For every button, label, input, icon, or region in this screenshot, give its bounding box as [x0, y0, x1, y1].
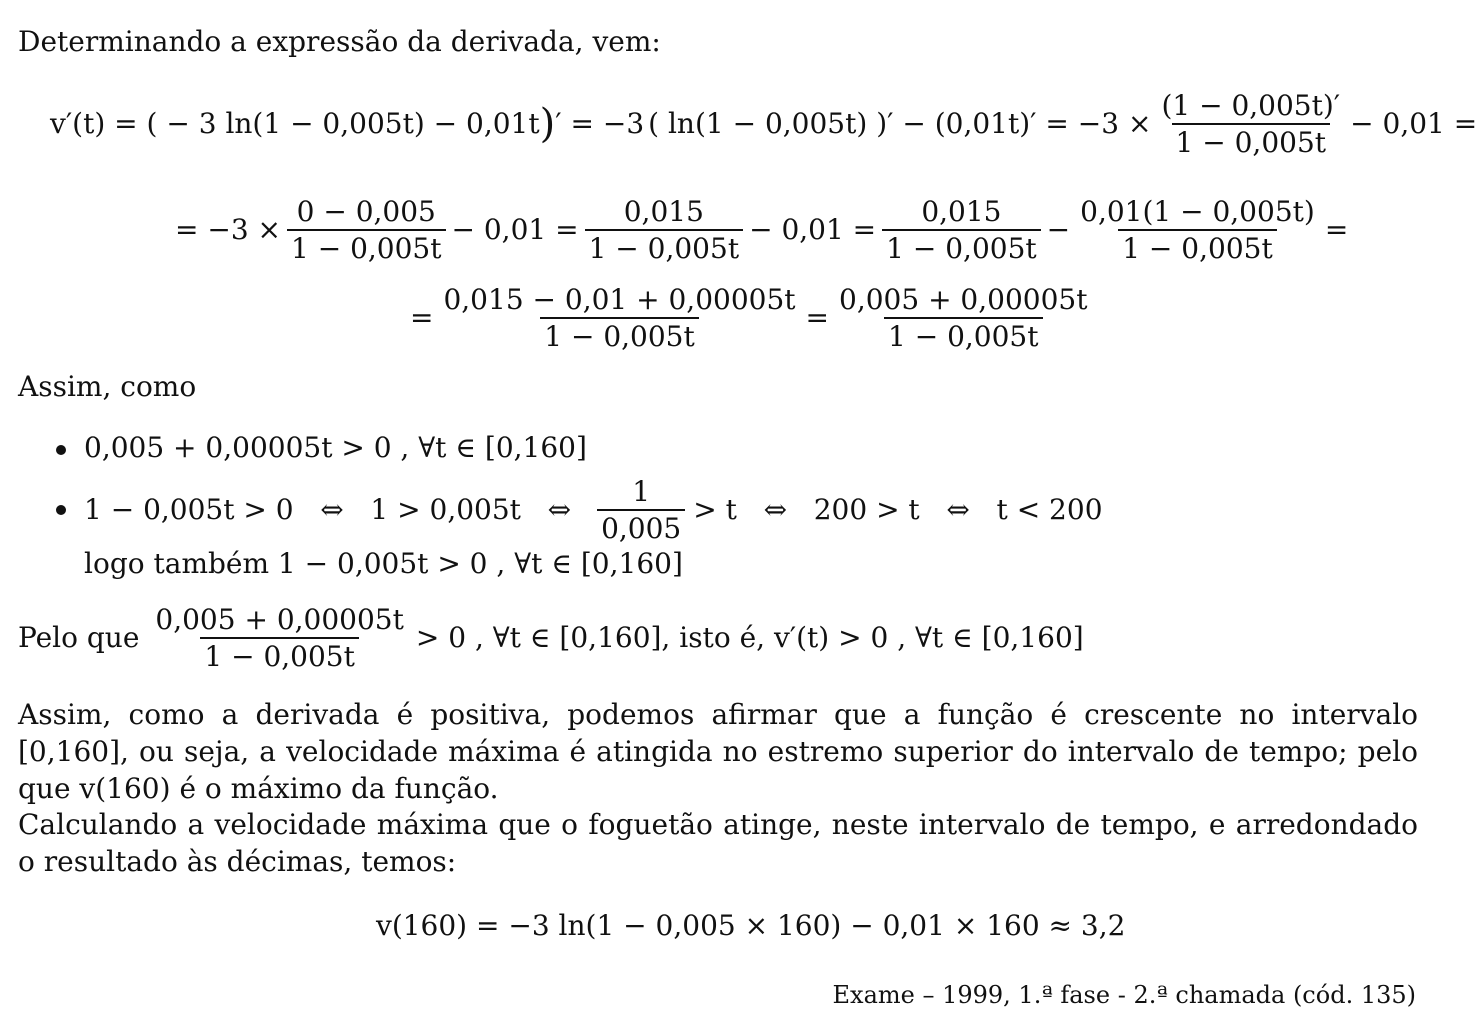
eq1-part-c: ( ln(1 − 0,005t) )′ − (0,01t)′ = −3 ×: [648, 107, 1152, 140]
eq2-f1-num: 0 − 0,005: [296, 194, 436, 228]
equation-3: [410, 282, 1097, 353]
eq3-f1-den: 1 − 0,005t: [540, 317, 699, 351]
eq3-f2-num: 0,005 + 0,00005t: [839, 282, 1088, 316]
paragraph-calculation: Calculando a velocidade máxima que o foguetão atinge, neste intervalo de tempo, e arredondado o resultado às décimas, temos:: [18, 808, 1418, 878]
eq3-f2-den: 1 − 0,005t: [884, 317, 1043, 351]
intro-text: Determinando a expressão da derivada, vem:: [18, 25, 661, 58]
eq2-fraction-1: [287, 194, 446, 265]
eq3-lead: =: [410, 301, 434, 334]
eq1-frac-den: 1 − 0,005t: [1172, 123, 1331, 157]
eq3-fraction-1: [439, 282, 799, 353]
bullet-dot-icon: [56, 445, 66, 455]
eq2-f3-den: 1 − 0,005t: [882, 229, 1041, 263]
eq1-part-b: ′ = −3: [555, 107, 645, 140]
eq1-fraction: [1157, 88, 1344, 159]
eq2-fraction-4: [1076, 194, 1319, 265]
paragraph-conclusion: Assim, como a derivada é positiva, podemos afirmar que a função é crescente no intervalo [0,160], ou seja, a velocidade máxima é atingida no estremo superior do intervalo de tempo; pelo que v(160) é o máximo da função.: [18, 698, 1418, 805]
eq2-fraction-3: [882, 194, 1041, 265]
eq3-mid: =: [805, 301, 830, 334]
bullet-2-fraction: [597, 474, 685, 545]
eq2-f4-den: 1 − 0,005t: [1118, 229, 1277, 263]
eq2-mid-3: −: [1046, 213, 1071, 246]
eq1-part-a: v′(t) = ( − 3 ln(1 − 0,005t) − 0,01t: [50, 107, 540, 140]
eq3-f1-num: 0,015 − 0,01 + 0,00005t: [443, 282, 796, 316]
pelo-tail: > 0 , ∀t ∈ [0,160], isto é, v′(t) > 0 , ∀t ∈ [0,160]: [415, 621, 1084, 654]
pelo-frac-num: 0,005 + 0,00005t: [155, 602, 404, 636]
pelo-lead: Pelo que: [18, 621, 140, 654]
eq2-mid-1: − 0,01 =: [451, 213, 579, 246]
bullet-2-text-b: > t ⇔ 200 > t ⇔ t < 200: [693, 493, 1103, 526]
eq2-tail: =: [1324, 213, 1349, 246]
eq2-f1-den: 1 − 0,005t: [287, 229, 446, 263]
bullet-dot-icon: [56, 505, 66, 515]
equation-2: [175, 194, 1349, 265]
eq1-frac-num: (1 − 0,005t)′: [1161, 88, 1341, 122]
bullet-2-frac-den: 0,005: [597, 509, 685, 543]
bullet-item-1: [56, 431, 587, 464]
logo-tambem-text: logo também 1 − 0,005t > 0 , ∀t ∈ [0,160]: [84, 547, 683, 580]
pelo-fraction: [151, 602, 407, 673]
bullet-item-2: [56, 474, 1103, 545]
assim-text: Assim, como: [18, 370, 197, 403]
source-citation: Exame – 1999, 1.ª fase - 2.ª chamada (cód. 135): [832, 981, 1416, 1009]
bullet-2-frac-num: 1: [632, 474, 651, 508]
bullet-2-text-a: 1 − 0,005t > 0 ⇔ 1 > 0,005t ⇔: [84, 493, 572, 526]
eq2-fraction-2: [585, 194, 744, 265]
final-equation: v(160) = −3 ln(1 − 0,005 × 160) − 0,01 × 160 ≈ 3,2: [376, 909, 1126, 942]
eq2-mid-2: − 0,01 =: [749, 213, 877, 246]
pelo-que-line: [18, 602, 1084, 673]
eq1-paren: ): [539, 101, 556, 147]
pelo-frac-den: 1 − 0,005t: [200, 637, 359, 671]
eq2-f3-num: 0,015: [921, 194, 1002, 228]
equation-1: [50, 88, 1477, 159]
eq2-f4-num: 0,01(1 − 0,005t): [1080, 194, 1315, 228]
eq2-f2-den: 1 − 0,005t: [585, 229, 744, 263]
eq2-f2-num: 0,015: [623, 194, 704, 228]
eq2-lead: = −3 ×: [175, 213, 281, 246]
eq1-tail: − 0,01 =: [1350, 107, 1477, 140]
bullet-1-text: 0,005 + 0,00005t > 0 , ∀t ∈ [0,160]: [84, 431, 587, 464]
eq3-fraction-2: [835, 282, 1091, 353]
